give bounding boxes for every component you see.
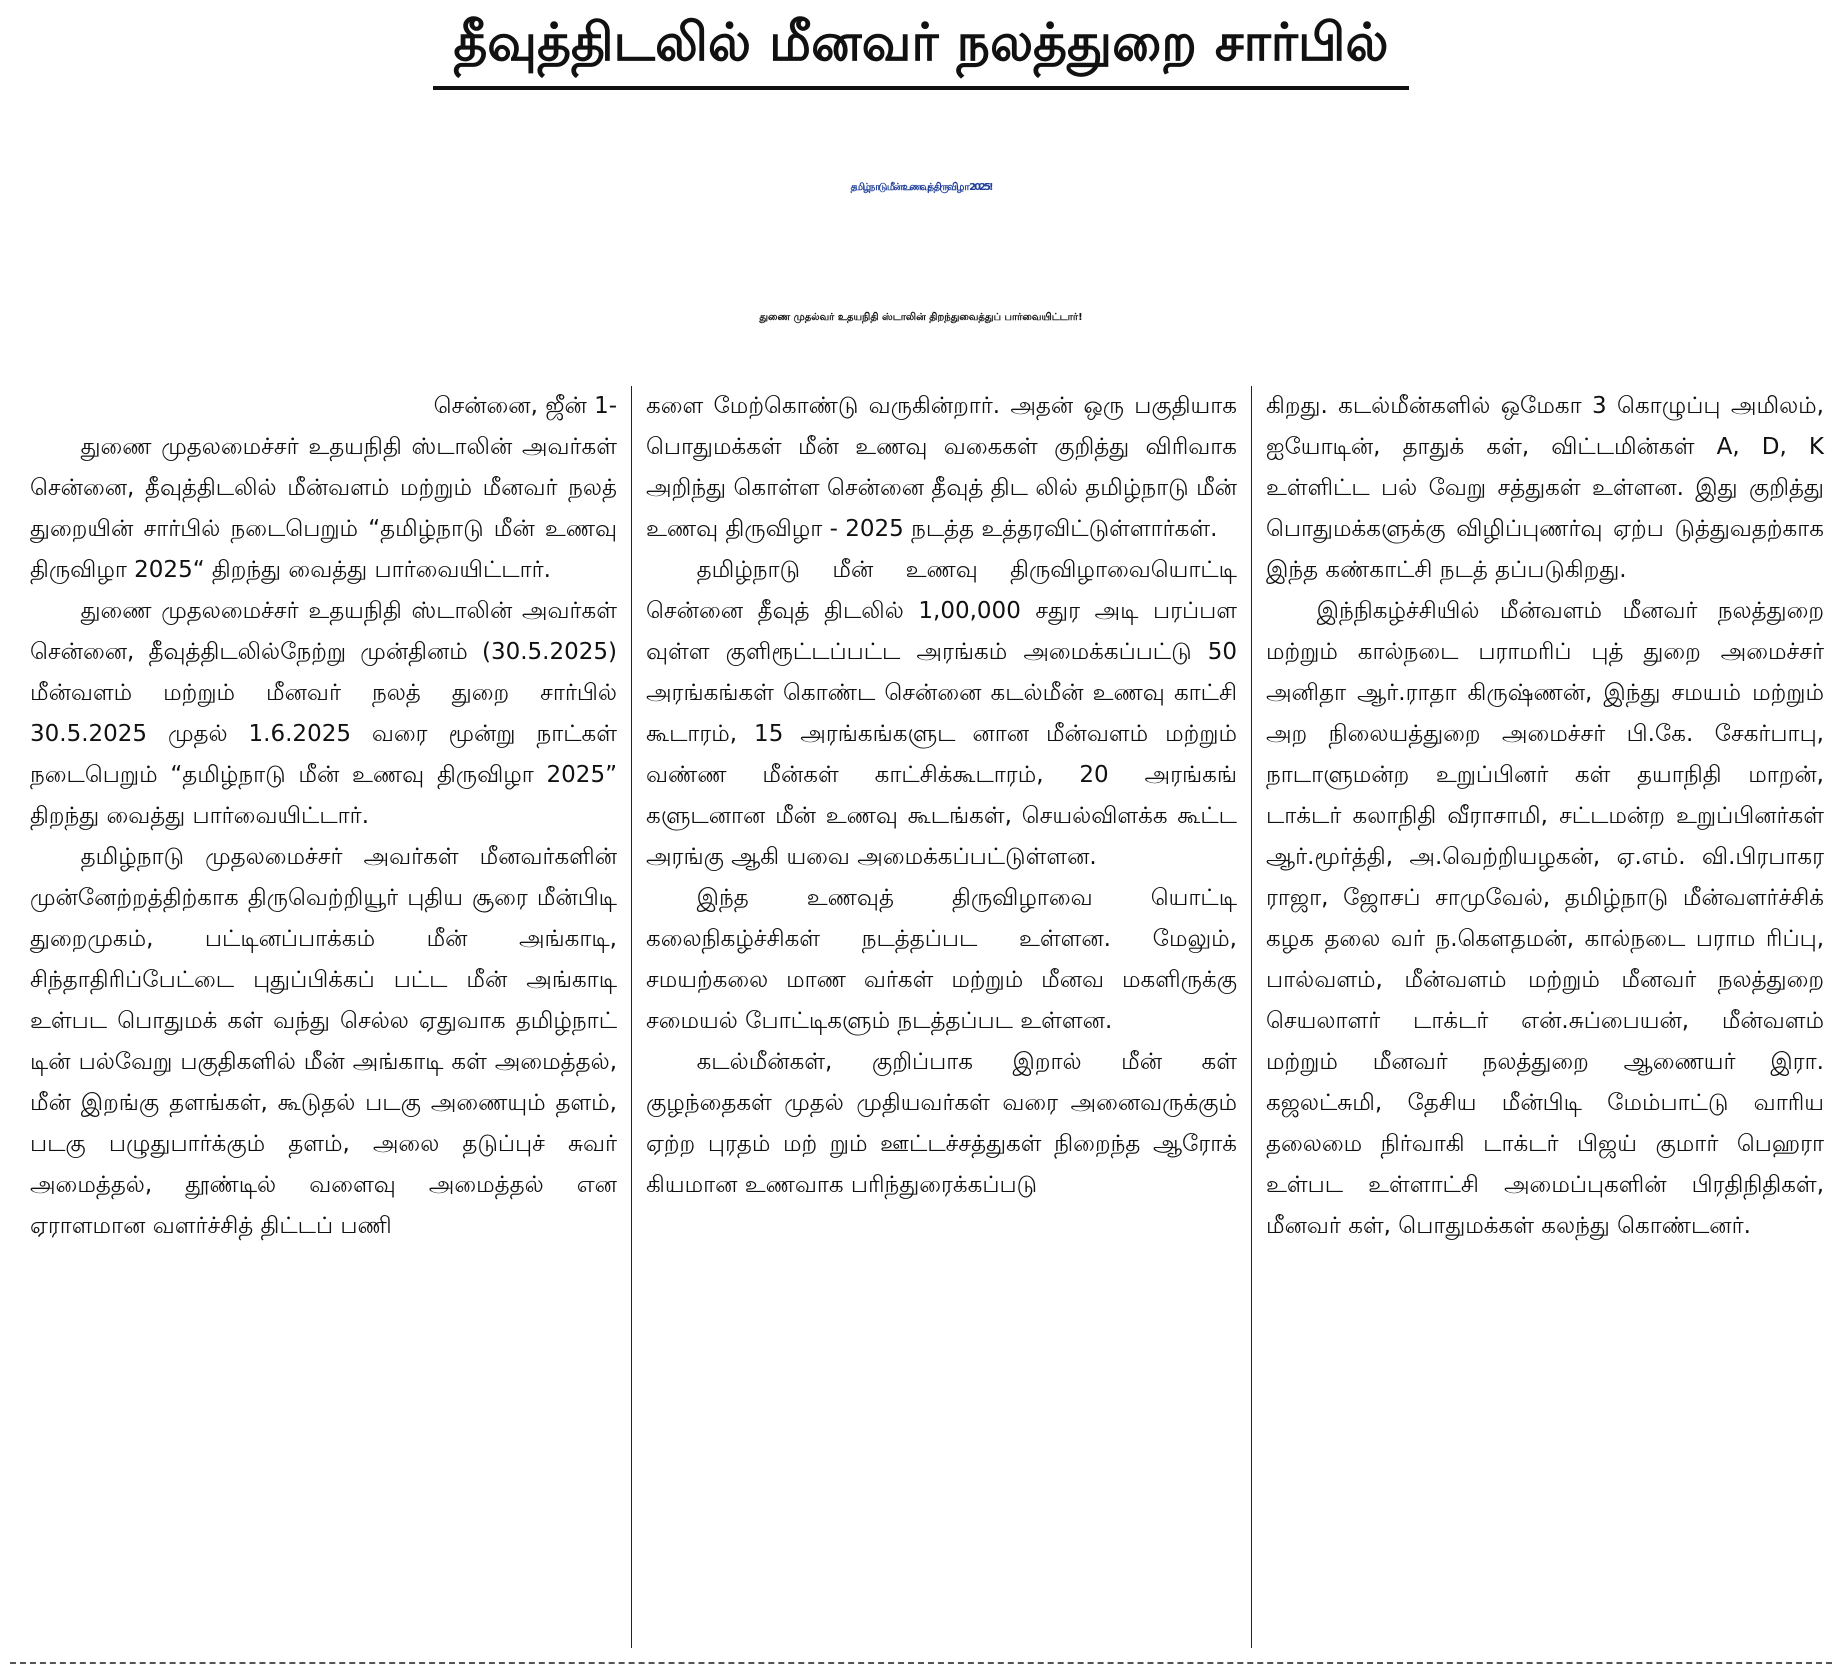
kicker-text: தீவுத்திடலில் மீனவர் நலத்துறை சார்பில்: [433, 2, 1408, 90]
paragraph: தமிழ்நாடு மீன் உணவு திருவிழாவையொட்டி சென்னை தீவுத் திடலில் 1,00,000 சதுர அடி பரப்பள வுள்ள குளிரூட்டப்பட்ட அரங்கம் அமைக்கப்பட்டு 50 அரங்கங்கள் கொண்ட சென்னை கடல்மீன் உணவு காட்சி கூடாரம், 15 அரங்கங்களுட னான மீன்வளம் மற்றும் வண்ண மீன்கள் காட்சிக்கூடாரம், 20 அரங்கங் களுடனான மீன் உணவு கூடங்கள், செயல்விளக்க கூட்ட அரங்கு ஆகி யவை அமைக்கப்பட்டுள்ளன.: [646, 557, 1237, 870]
article-column-3: [1251, 386, 1838, 1648]
article-column-2: [631, 386, 1251, 1648]
paragraph: இந்த உணவுத் திருவிழாவை யொட்டி கலைநிகழ்ச்சிகள் நடத்தப்பட உள்ளன. மேலும், சமயற்கலை மாண வர்கள் மற்றும் மீனவ மகளிருக்கு சமையல் போட்டிகளும் நடத்தப்பட உள்ளன.: [646, 885, 1237, 1034]
paragraph: துணை முதலமைச்சர் உதயநிதி ஸ்டாலின் அவர்கள் சென்னை, தீவுத்திடலில்நேற்று முன்தினம் (30.5.2025) மீன்வளம் மற்றும் மீனவர் நலத் துறை சார்பில் 30.5.2025 முதல் 1.6.2025 வரை மூன்று நாட்கள் நடைபெறும் “தமிழ்நாடு மீன் உணவு திருவிழா 2025” திறந்து வைத்து பார்வையிட்டார்.: [30, 598, 617, 829]
paragraph: இந்நிகழ்ச்சியில் மீன்வளம் மீனவர் நலத்துறை மற்றும் கால்நடை பராமரிப் புத் துறை அமைச்சர் அனிதா ஆர்.ராதா கிருஷ்ணன், இந்து சமயம் மற்றும் அற நிலையத்துறை அமைச்சர் பி.கே. சேகர்பாபு, நாடாளுமன்ற உறுப்பினர் கள் தயாநிதி மாறன், டாக்டர் கலாநிதி வீராசாமி, சட்டமன்ற உறுப்பினர்கள் ஆர்.மூர்த்தி, அ.வெற்றியழகன், ஏ.எம். வி.பிரபாகர ராஜா, ஜோசப் சாமுவேல், தமிழ்நாடு மீன்வளர்ச்சிக் கழக தலை வர் ந.கௌதமன், கால்நடை பராம ரிப்பு, பால்வளம், மீன்வளம் மற்றும் மீனவர் நலத்துறை செயலாளர் டாக்டர் என்.சுப்பையன், மீன்வளம் மற்றும் மீனவர் நலத்துறை ஆணையர் இரா. கஜலட்சுமி, தேசிய மீன்பிடி மேம்பாட்டு வாரிய தலைமை நிர்வாகி டாக்டர் பிஜய் குமார் பெஹரா உள்பட உள்ளாட்சி அமைப்புகளின் பிரதிநிதிகள், மீனவர் கள், பொதுமக்கள் கலந்து கொண்டனர்.: [1266, 598, 1824, 1239]
paragraph: களை மேற்கொண்டு வருகின்றார். அதன் ஒரு பகுதியாக பொதுமக்கள் மீன் உணவு வகைகள் குறித்து விரிவாக அறிந்து கொள்ள சென்னை தீவுத் திட லில் தமிழ்நாடு மீன் உணவு திருவிழா - 2025 நடத்த உத்தரவிட்டுள்ளார்கள்.: [646, 393, 1237, 542]
kicker-heading: [0, 2, 1842, 90]
dateline: சென்னை, ஜீன் 1-: [433, 393, 617, 419]
paragraph: கடல்மீன்கள், குறிப்பாக இறால் மீன் கள் குழந்தைகள் முதல் முதியவர்கள் வரை அனைவருக்கும் ஏற்ற புரதம் மற் றும் ஊட்டச்சத்துகள் நிறைந்த ஆரோக் கியமான உணவாக பரிந்துரைக்கப்படு: [646, 1049, 1237, 1198]
main-headline: தமிழ்நாடு மீன் உணவுத் திருவிழா 2025!: [850, 182, 992, 193]
paragraph: தமிழ்நாடு முதலமைச்சர் அவர்கள் மீனவர்களின் முன்னேற்றத்திற்காக திருவெற்றியூர் புதிய சூரை மீன்பிடி துறைமுகம், பட்டினப்பாக்கம் மீன் அங்காடி, சிந்தாதிரிப்பேட்டை புதுப்பிக்கப் பட்ட மீன் அங்காடி உள்பட பொதுமக் கள் வந்து செல்ல ஏதுவாக தமிழ்நாட் டின் பல்வேறு பகுதிகளில் மீன் அங்காடி கள் அமைத்தல், மீன் இறங்கு தளங்கள், கூடுதல் படகு அணையும் தளம், படகு பழுதுபார்க்கும் தளம், அலை தடுப்புச் சுவர் அமைத்தல், தூண்டில் வளைவு அமைத்தல் என ஏராளமான வளர்ச்சித் திட்டப் பணி: [30, 844, 617, 1239]
bottom-divider: [10, 1662, 1832, 1664]
sub-headline: துணை முதல்வர் உதயநிதி ஸ்டாலின் திறந்துவைத்துப் பார்வையிட்டார்!: [759, 312, 1083, 323]
article-body: [16, 386, 1838, 1648]
article-column-1: [16, 386, 631, 1648]
paragraph: துணை முதலமைச்சர் உதயநிதி ஸ்டாலின் அவர்கள் சென்னை, தீவுத்திடலில் மீன்வளம் மற்றும் மீனவர் நலத் துறையின் சார்பில் நடைபெறும் “தமிழ்நாடு மீன் உணவு திருவிழா 2025“ திறந்து வைத்து பார்வையிட்டார்.: [30, 434, 617, 583]
paragraph: கிறது. கடல்மீன்களில் ஒமேகா 3 கொழுப்பு அமிலம், ஐயோடின், தாதுக் கள், விட்டமின்கள் A, D, K உள்ளிட்ட பல் வேறு சத்துகள் உள்ளன. இது குறித்து பொதுமக்களுக்கு விழிப்புணர்வு ஏற்ப டுத்துவதற்காக இந்த கண்காட்சி நடத் தப்படுகிறது.: [1266, 393, 1824, 583]
